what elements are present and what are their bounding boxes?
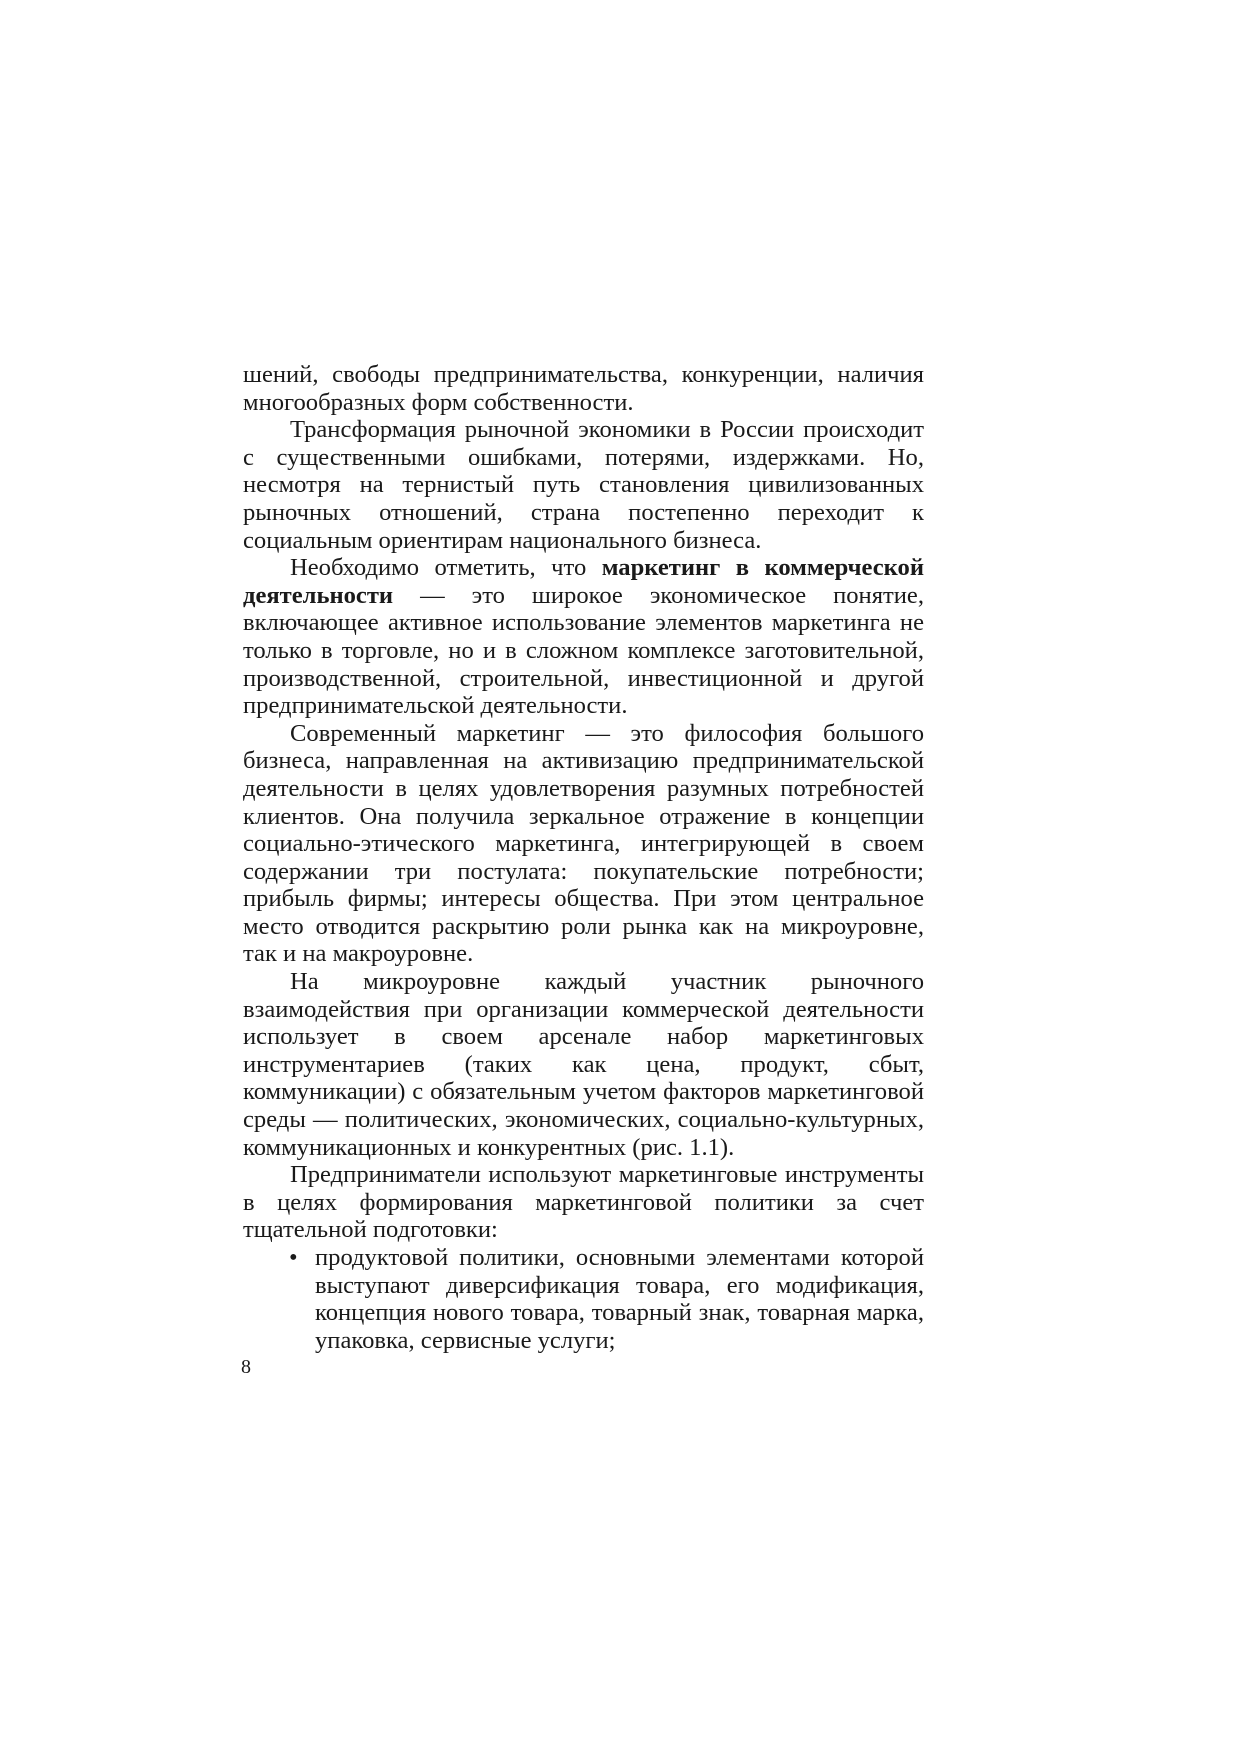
bullet-list — [243, 1244, 924, 1354]
page-number: 8 — [241, 1356, 251, 1378]
paragraph-transformation: Трансформация рыночной экономики в России происходит с существенными ошибками, потерями, издержками. Но, несмотря на тернистый путь становления цивилизованных рыночных отношений, страна постепенно переходит к социальным ориентирам национального бизнеса. — [243, 416, 924, 554]
page-text-block — [243, 361, 924, 1354]
paragraph-marketing-definition — [243, 554, 924, 720]
paragraph-entrepreneurs: Предприниматели используют маркетинговые инструменты в целях формирования маркетинговой политики за счет тщательной подготовки: — [243, 1161, 924, 1244]
paragraph-continuation: шений, свободы предпринимательства, конкуренции, наличия многообразных форм собственности. — [243, 361, 924, 416]
bullet-icon: • — [289, 1244, 298, 1271]
bold-term: маркетинг в коммерческой деятельности — [243, 554, 924, 609]
paragraph-text-after-term: — это широкое экономическое понятие, включающее активное использование элементов маркетинга не только в торговле, но и в сложном комплексе заготовительной, производственной, строительной, инвестиционной и другой предпринимательской деятельности. — [243, 581, 924, 720]
paragraph-micro-level: На микроуровне каждый участник рыночного взаимодействия при организации коммерческой деятельности использует в своем арсенале набор маркетинговых инструментариев (таких как цена, продукт, сбыт, коммуникации) с обязательным учетом факторов маркетинговой среды — политических, экономических, социально-культурных, коммуникационных и конкурентных (рис. 1.1). — [243, 968, 924, 1161]
paragraph-modern-marketing: Современный маркетинг — это философия большого бизнеса, направленная на активизацию предпринимательской деятельности в целях удовлетворения разумных потребностей клиентов. Она получила зеркальное отражение в концепции социально-этического маркетинга, интегрирующей в своем содержании три постулата: покупательские потребности; прибыль фирмы; интересы общества. При этом центральное место отводится раскрытию роли рынка как на микроуровне, так и на макроуровне. — [243, 719, 924, 968]
list-item-text: продуктовой политики, основными элементами которой выступают диверсификация товара, его модификация, концепция нового товара, товарный знак, товарная марка, упаковка, сервисные услуги; — [315, 1244, 924, 1354]
paragraph-text-before-term: Необходимо отметить, что — [290, 554, 602, 582]
list-item — [289, 1244, 924, 1354]
